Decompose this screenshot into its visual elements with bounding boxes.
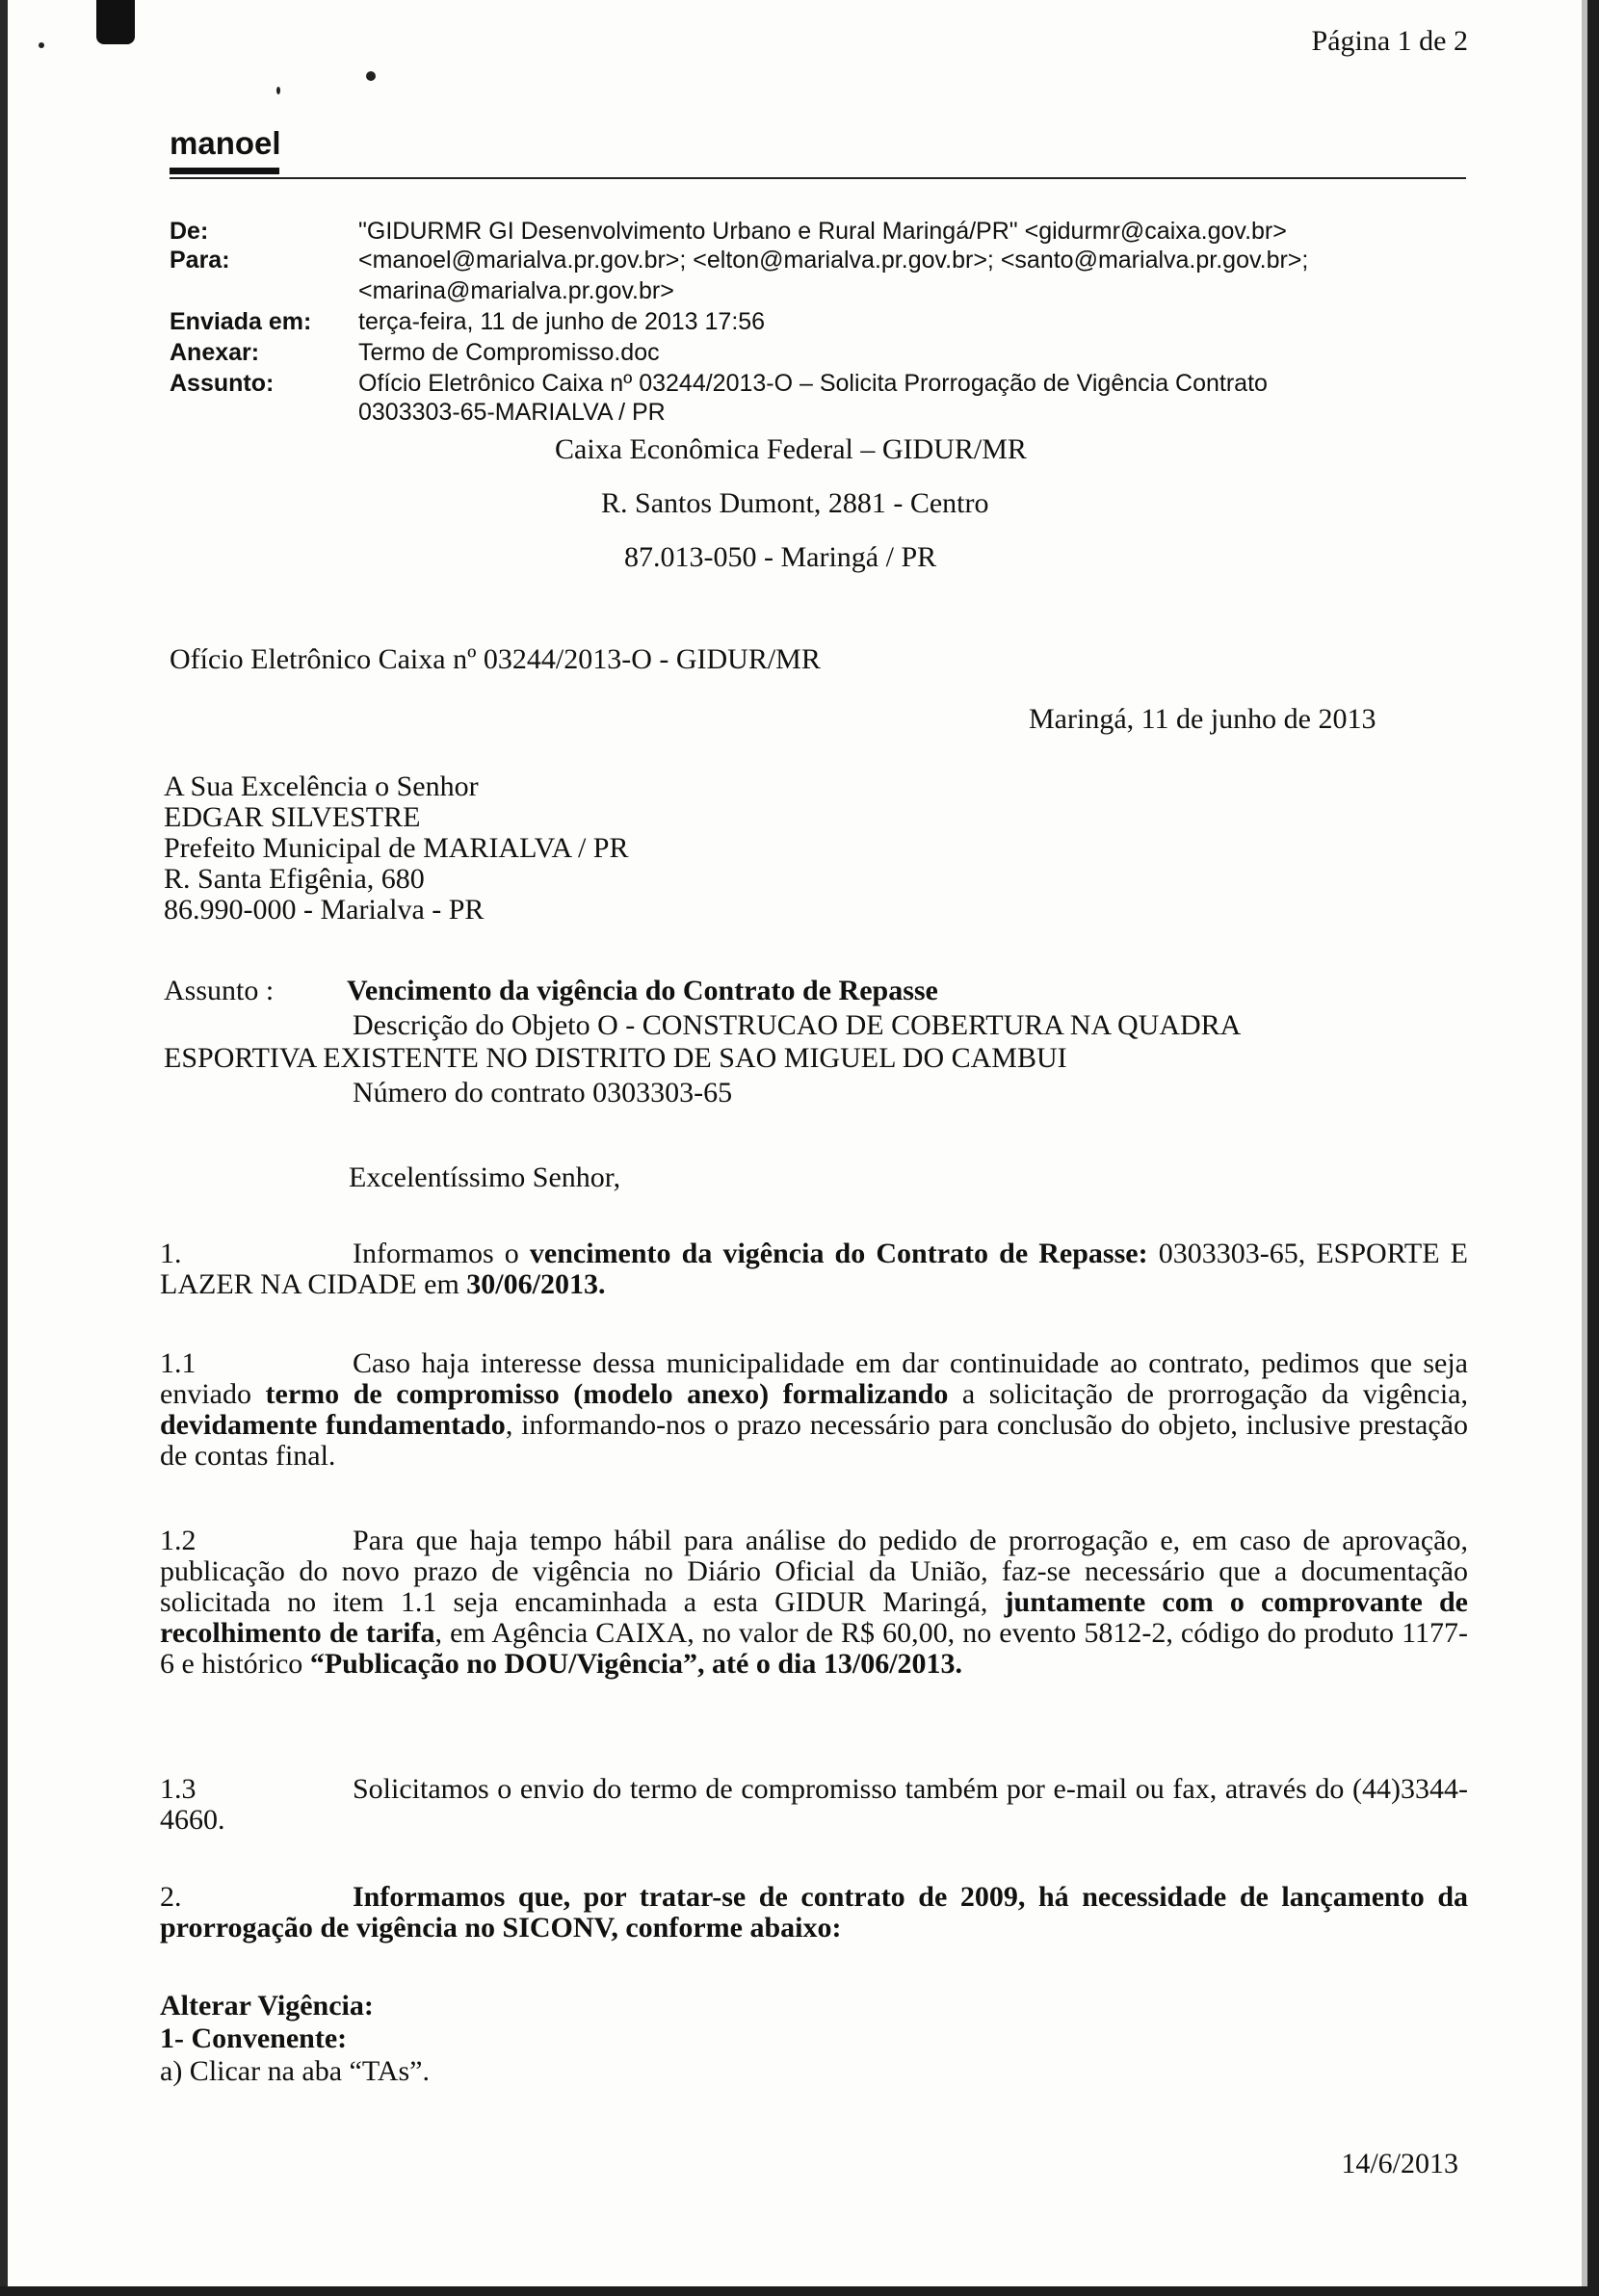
recipient-line: R. Santa Efigênia, 680 <box>164 863 425 895</box>
paragraph-number: 1.2 <box>160 1525 197 1556</box>
letter-subject-label: Assunto : <box>164 975 275 1006</box>
recipient-line: 86.990-000 - Marialva - PR <box>164 894 485 926</box>
paragraph-number: 1.1 <box>160 1347 197 1379</box>
contract-number-line: Número do contrato 0303303-65 <box>353 1077 733 1109</box>
subject-line2: 0303303-65-MARIALVA / PR <box>358 399 666 426</box>
to-value-line1: <manoel@marialva.pr.gov.br>; <elton@marialva.pr.gov.br>; <santo@marialva.pr.gov.br>; <box>358 247 1309 274</box>
paragraph-text: Informamos o <box>353 1238 530 1269</box>
letter-subject-title: Vencimento da vigência do Contrato de Repasse <box>347 975 938 1006</box>
alter-validity-title: Alterar Vigência: <box>160 1990 374 2022</box>
letterhead-line3: 87.013-050 - Maringá / PR <box>624 541 937 573</box>
header-divider <box>170 177 1466 179</box>
alter-validity-instruction: a) Clicar na aba “TAs”. <box>160 2055 430 2087</box>
scan-edge-left <box>0 0 8 2296</box>
paragraph-text-bold: 30/06/2013. <box>466 1268 606 1300</box>
recipient-line: EDGAR SILVESTRE <box>164 801 421 833</box>
paragraph-1-2 <box>160 1526 1468 1680</box>
scan-edge-right <box>1587 0 1599 2296</box>
paragraph-text: 0303303-65, ESPORTE E LAZER NA CIDADE em <box>160 1238 1468 1300</box>
paragraph-text: Para que haja tempo hábil para análise do pedido de prorrogação e, em caso de aprovação, publicação do novo prazo de vigência no Diário Oficial da União, faz-se necessário que a documentação solicitada no item 1.1 seja encaminhada a esta GIDUR Maringá, <box>160 1525 1468 1618</box>
attach-label: Anexar: <box>170 339 260 366</box>
scan-smudge <box>96 0 135 44</box>
recipient-line: Prefeito Municipal de MARIALVA / PR <box>164 832 629 864</box>
paragraph-text: a solicitação de prorrogação da vigência, <box>948 1378 1468 1410</box>
letterhead-line1: Caixa Econômica Federal – GIDUR/MR <box>555 433 1027 465</box>
paragraph-number: 2. <box>160 1881 182 1913</box>
salutation: Excelentíssimo Senhor, <box>349 1161 621 1193</box>
object-description-line1: Descrição do Objeto O - CONSTRUCAO DE COBERTURA NA QUADRA <box>353 1009 1242 1041</box>
place-date: Maringá, 11 de junho de 2013 <box>1029 703 1376 735</box>
paragraph-text: , informando-nos o prazo necessário para conclusão do objeto, inclusive prestação de contas final. <box>160 1409 1468 1472</box>
paragraph-2 <box>160 1882 1468 1944</box>
alter-validity-step: 1- Convenente: <box>160 2022 348 2054</box>
subject-label: Assunto: <box>170 370 275 397</box>
scan-speck <box>39 42 44 48</box>
sent-value: terça-feira, 11 de junho de 2013 17:56 <box>358 308 766 335</box>
paragraph-text-bold: Informamos que, por tratar-se de contrato de 2009, há necessidade de lançamento da prorrogação de vigência no SICONV, conforme abaixo: <box>160 1881 1468 1944</box>
scan-edge-bottom <box>0 2286 1599 2296</box>
paragraph-number: 1.3 <box>160 1773 197 1805</box>
paragraph-text-bold: devidamente fundamentado <box>160 1409 506 1441</box>
paragraph-1-1 <box>160 1348 1468 1472</box>
scan-speck <box>276 87 280 94</box>
to-value-line2: <marina@marialva.pr.gov.br> <box>358 277 674 304</box>
paragraph-text-bold: juntamente com o comprovante de recolhimento de tarifa <box>160 1586 1468 1649</box>
subject-line1: Ofício Eletrônico Caixa nº 03244/2013-O – Solicita Prorrogação de Vigência Contrato <box>358 370 1268 397</box>
letterhead-line2: R. Santos Dumont, 2881 - Centro <box>601 487 989 519</box>
paragraph-text-bold: vencimento da vigência do Contrato de Repasse: <box>529 1238 1148 1269</box>
paragraph-1-3 <box>160 1774 1468 1836</box>
paragraph-text: Caso haja interesse dessa municipalidade em dar continuidade ao contrato, pedimos que seja enviado <box>160 1347 1468 1410</box>
object-description-line2: ESPORTIVA EXISTENTE NO DISTRITO DE SAO MIGUEL DO CAMBUI <box>164 1042 1067 1074</box>
print-date: 14/6/2013 <box>1341 2148 1458 2179</box>
mailbox-user-name: manoel <box>170 125 281 161</box>
recipient-line: A Sua Excelência o Senhor <box>164 770 479 802</box>
sent-label: Enviada em: <box>170 308 312 335</box>
attachment-link[interactable]: Termo de Compromisso.doc <box>358 339 660 366</box>
paragraph-number: 1. <box>160 1238 182 1269</box>
paragraph-text-bold: termo de compromisso (modelo anexo) formalizando <box>265 1378 949 1410</box>
paragraph-text: , em Agência CAIXA, no valor de R$ 60,00, no evento 5812-2, código do produto 1177-6 e histórico <box>160 1617 1468 1680</box>
paragraph-text-bold: “Publicação no DOU/Vigência”, até o dia 13/06/2013. <box>309 1648 963 1680</box>
scan-speck <box>366 71 376 81</box>
paragraph-text: Solicitamos o envio do termo de compromisso também por e-mail ou fax, através do (44)3344-4660. <box>160 1773 1468 1836</box>
paragraph-1 <box>160 1239 1468 1300</box>
page-number: Página 1 de 2 <box>1311 25 1468 57</box>
user-name-underline <box>170 168 279 174</box>
from-value: "GIDURMR GI Desenvolvimento Urbano e Rural Maringá/PR" <gidurmr@caixa.gov.br> <box>358 218 1287 245</box>
from-label: De: <box>170 218 209 245</box>
office-reference: Ofício Eletrônico Caixa nº 03244/2013-O - GIDUR/MR <box>170 643 821 675</box>
to-label: Para: <box>170 247 230 274</box>
